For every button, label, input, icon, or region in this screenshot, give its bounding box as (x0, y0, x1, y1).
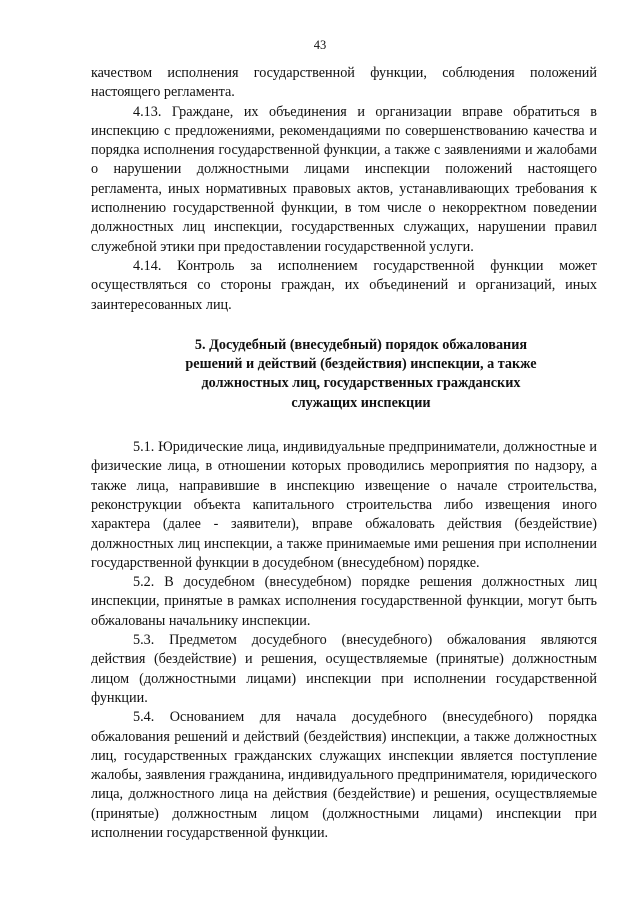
document-body (91, 64, 597, 843)
section-heading (91, 336, 597, 413)
paragraphs-after-section (91, 438, 597, 843)
paragraph-4-14: 4.14. Контроль за исполнением государственной функции может осуществляться со стороны граждан, их объединений и организаций, иных заинтересованных лиц. (91, 257, 597, 313)
paragraph-4-13: 4.13. Граждане, их объединения и организации вправе обратиться в инспекцию с предложениями, рекомендациями по совершенствованию качества и порядка исполнения государственной функции, а также с заявлениями и жалобами о нарушении должностными лицами инспекции положений настоящего регламента, иных нормативных правовых актов, устанавливающих требования к исполнению государственной функции, в том числе о некорректном поведении должностных лиц инспекции, государственных служащих, нарушении правил служебной этики при предоставлении государственной услуги. (91, 103, 597, 255)
section-heading-line: решений и действий (бездействия) инспекции, а также (185, 356, 537, 373)
paragraph-5-3: 5.3. Предметом досудебного (внесудебного) обжалования являются действия (бездействие) и решения, осуществляемые (принятые) должностным лицом (должностными лицами) инспекции при исполнении государственной функции. (91, 632, 597, 706)
section-heading-line: служащих инспекции (291, 394, 431, 411)
paragraph-5-2: 5.2. В досудебном (внесудебном) порядке решения должностных лиц инспекции, принятые в рамках исполнения государственной функции, могут быть обжалованы начальнику инспекции. (91, 574, 597, 629)
paragraph-5-4: 5.4. Основанием для начала досудебного (внесудебного) порядка обжалования решений и действий (бездействия) инспекции, а также должностных лиц, государственных гражданских служащих инспекции является поступление жалобы, заявления гражданина, индивидуального предпринимателя, юридического лица, должностного лица на действия (бездействие) и решения, осуществляемые (принятые) должностным лицом (должностными лицами) инспекции при исполнении государственной функции. (91, 709, 597, 841)
page-number: 43 (313, 38, 327, 52)
paragraph-continuation: качеством исполнения государственной функции, соблюдения положений настоящего регламента. (91, 65, 597, 101)
section-heading-line: 5. Досудебный (внесудебный) порядок обжалования (194, 336, 528, 353)
paragraph-5-1: 5.1. Юридические лица, индивидуальные предприниматели, должностные и физические лица, в отношении которых проводились мероприятия по надзору, а также лица, направившие в инспекцию извещение о начале строительства, реконструкции объекта капитального строительства либо извещения иного характера (далее - заявители), вправе обжаловать действия (бездействие) должностных лиц инспекции, а также принимаемые ими решения при исполнении государственной функции в досудебном (внесудебном) порядке. (91, 439, 597, 571)
paragraphs-before-section (91, 64, 597, 315)
section-heading-line: должностных лиц, государственных гражданских (201, 375, 521, 392)
